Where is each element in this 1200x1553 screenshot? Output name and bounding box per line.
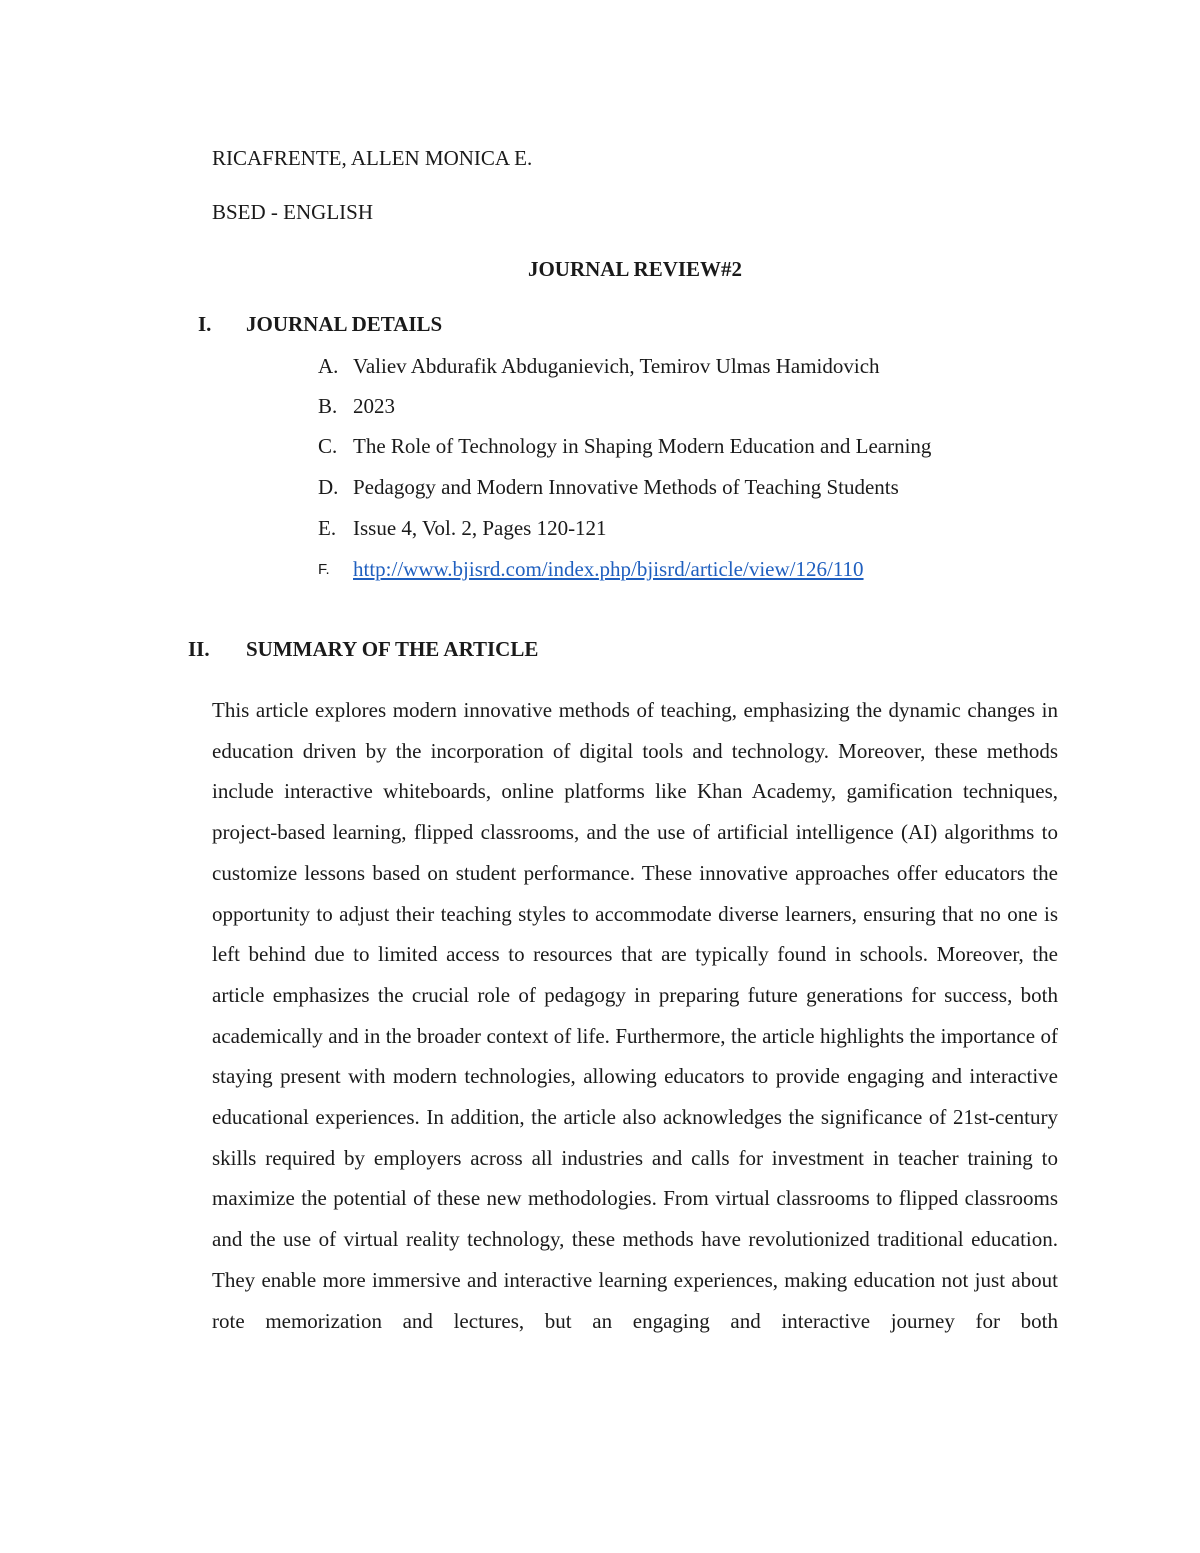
program-name: BSED - ENGLISH — [212, 200, 373, 224]
detail-letter-e: E. — [318, 516, 337, 540]
detail-letter-c: C. — [318, 434, 338, 458]
section-number-summary: II. — [188, 637, 210, 661]
detail-authors: Valiev Abdurafik Abduganievich, Temirov Ulmas Hamidovich — [353, 354, 880, 378]
section-number-details: I. — [198, 312, 212, 336]
section-title-details: JOURNAL DETAILS — [246, 312, 443, 336]
detail-letter-f: F. — [318, 561, 330, 578]
section-title-summary: SUMMARY OF THE ARTICLE — [246, 637, 539, 661]
author-name: RICAFRENTE, ALLEN MONICA E. — [212, 146, 533, 170]
detail-issue: Issue 4, Vol. 2, Pages 120-121 — [353, 516, 607, 540]
detail-year: 2023 — [353, 394, 395, 418]
detail-letter-b: B. — [318, 394, 338, 418]
detail-letter-d: D. — [318, 475, 339, 499]
document-title: JOURNAL REVIEW#2 — [527, 257, 743, 281]
article-link[interactable]: http://www.bjisrd.com/index.php/bjisrd/article/view/126/110 — [353, 557, 864, 581]
detail-journal-title: Pedagogy and Modern Innovative Methods of Teaching Students — [353, 475, 899, 499]
detail-letter-a: A. — [318, 354, 339, 378]
summary-paragraph: This article explores modern innovative methods of teaching, emphasizing the dynamic changes in education driven by the incorporation of digital tools and technology. Moreover, these methods include interactive whiteboards, online platforms like Khan Academy, gamification techniques, project-based learning, flipped classrooms, and the use of artificial intelligence (AI) algorithms to customize lessons based on student performance. These innovative approaches offer educators the opportunity to adjust their teaching styles to accommodate diverse learners, ensuring that no one is left behind due to limited access to resources that are typically found in schools. Moreover, the article emphasizes the crucial role of pedagogy in preparing future generations for success, both academically and in the broader context of life. Furthermore, the article highlights the importance of staying present with modern technologies, allowing educators to provide engaging and interactive educational experiences. In addition, the article also acknowledges the significance of 21st-century skills required by employers across all industries and calls for investment in teacher training to maximize the potential of these new methodologies. From virtual classrooms to flipped classrooms and the use of virtual reality technology, these methods have revolutionized traditional education. They enable more immersive and interactive learning experiences, making education not just about rote memorization and lectures, but an engaging and interactive journey for both — [212, 698, 1058, 1333]
detail-article-title: The Role of Technology in Shaping Modern Education and Learning — [353, 434, 932, 458]
detail-url — [353, 556, 864, 582]
